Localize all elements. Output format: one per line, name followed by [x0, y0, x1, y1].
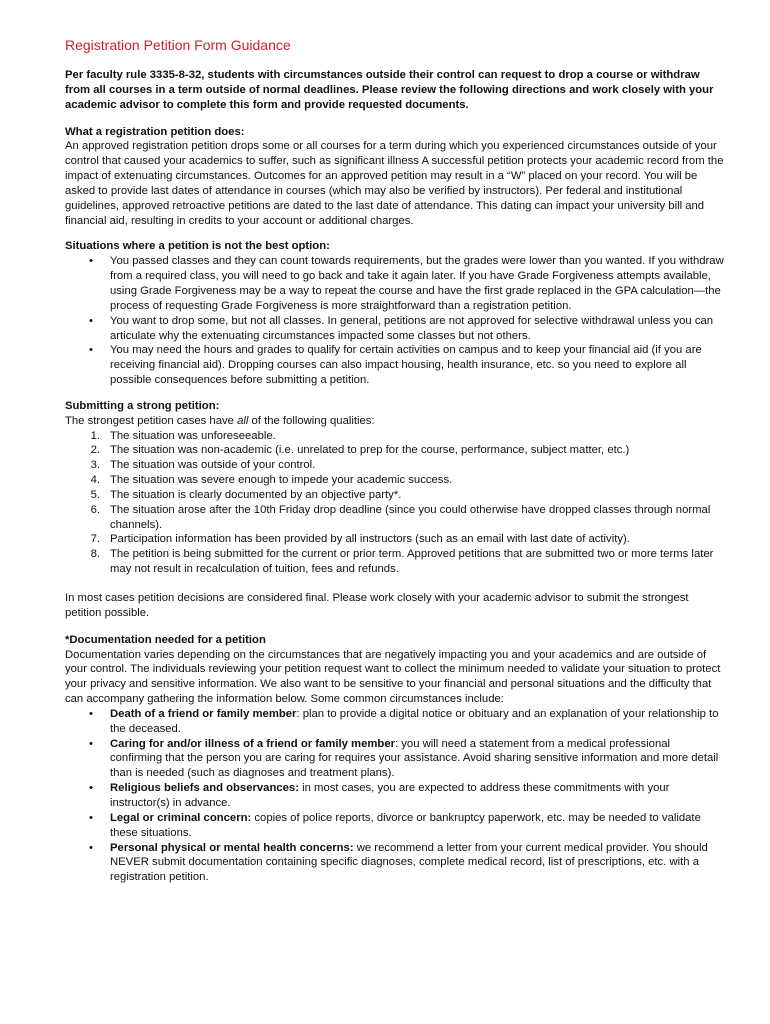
list-item [65, 254, 725, 313]
list-item [65, 781, 725, 811]
list-item [65, 737, 725, 782]
list-item-text: You want to drop some, but not all classes. In general, petitions are not approved for selective withdrawal unless you can articulate why the extenuating circumstances impacted some classes but not others. [110, 314, 714, 342]
section-body: Documentation varies depending on the circumstances that are negatively impacting you and your academics and are outside of your control. The individuals reviewing your petition request want to collect the minimum needed to validate your situation to protect your privacy and sensitive information. We also want to be sensitive to your financial and personal situations and the difficulty that can accompany gathering the information below. Some common circumstances include: [65, 648, 721, 706]
section-not-best-option [65, 239, 725, 387]
item-number: 1. [90, 429, 100, 442]
intro-paragraph: Per faculty rule 3335-8-32, students with circumstances outside their control can request to drop a course or withdraw from all courses in a term outside of normal deadlines. Please review the following directions and work closely with your academic advisor to complete this form and provide requested documents. [65, 69, 714, 111]
list-item-text: The situation is clearly documented by an objective party*. [110, 488, 402, 501]
item-number: 3. [90, 459, 100, 472]
bullet-list [65, 254, 725, 388]
page-title: Registration Petition Form Guidance [65, 37, 291, 53]
closing-paragraph: In most cases petition decisions are considered final. Please work closely with your academic advisor to submit the strongest petition possible. [65, 592, 689, 619]
bullet-list [65, 707, 725, 885]
item-number: 5. [90, 488, 100, 501]
section-heading: *Documentation needed for a petition [65, 633, 266, 646]
bullet-marker: • [89, 255, 93, 268]
list-item [65, 314, 725, 344]
list-item [65, 811, 725, 841]
list-item-text: copies of police reports, divorce or bankruptcy paperwork, etc. may be needed to validate these situations. [110, 811, 701, 839]
list-item [65, 429, 725, 444]
bullet-marker: • [89, 841, 93, 854]
list-item [65, 707, 725, 737]
item-number: 6. [90, 503, 100, 516]
item-term: Caring for and/or illness of a friend or family member [110, 737, 395, 750]
bullet-marker: • [89, 737, 93, 750]
list-item-text: : plan to provide a digital notice or obituary and an explanation of your relationship to the deceased. [110, 707, 719, 735]
bullet-marker: • [89, 707, 93, 720]
list-item [65, 503, 725, 533]
document-page [65, 36, 725, 896]
list-item-text: The situation was severe enough to impede your academic success. [110, 474, 453, 487]
item-number: 2. [90, 444, 100, 457]
bullet-marker: • [89, 314, 93, 327]
list-item-text: Participation information has been provided by all instructors (such as an email with last date of activity). [110, 533, 630, 546]
list-item-text: in most cases, you are expected to address these commitments with your instructor(s) in advance. [110, 782, 670, 809]
list-item-text: The situation was outside of your control. [110, 459, 316, 472]
numbered-list [65, 429, 725, 577]
item-term: Legal or criminal concern: [110, 811, 252, 824]
section-strong-petition [65, 399, 725, 577]
bullet-marker: • [89, 344, 93, 357]
list-item-text: we recommend a letter from your current medical provider. You should NEVER submit documentation containing specific diagnoses, complete medical record, list of prescriptions, etc. with a registration petition. [110, 841, 708, 884]
list-item [65, 343, 725, 388]
item-number: 7. [90, 533, 100, 546]
section-heading: What a registration petition does: [65, 125, 245, 138]
section-body: An approved registration petition drops some or all courses for a term during which you experienced circumstances outside of your control that caused your academics to suffer, such as significant illness A successful petition protects your academic record from the impact of extenuating circumstances. Outcomes for an approved petition may result in a “W” placed on your record. You will be asked to provide last dates of attendance in courses (which may also be verified by instructors). Per federal and institutional guidelines, approved retroactive petitions are dated to the last date of attendance. This dating can impact your university bill and financial aid, resulting in credits to your account or additional charges. [65, 140, 724, 227]
list-item-text: You passed classes and they can count towards requirements, but the grades were lower than you wanted. If you withdraw from a required class, you will need to go back and take it again later. If you have Grade Forgiveness attempts available, using Grade Forgiveness may be a way to repeat the course and have the first grade replaced in the GPA calculation—the process of requesting Grade Forgiveness is more straightforward than a registration petition. [110, 255, 724, 312]
item-term: Personal physical or mental health concerns: [110, 841, 354, 854]
bullet-marker: • [89, 811, 93, 824]
list-item-text: The situation was unforeseeable. [110, 429, 276, 442]
list-item [65, 443, 725, 458]
item-term: Death of a friend or family member [110, 707, 297, 720]
list-item-text: The situation was non-academic (i.e. unrelated to prep for the course, performance, subject matter, etc.) [110, 444, 630, 457]
item-number: 4. [90, 474, 100, 487]
section-closing-note [65, 591, 725, 621]
section-heading: Situations where a petition is not the best option: [65, 240, 330, 253]
item-term: Religious beliefs and observances: [110, 782, 299, 795]
section-what-petition-does [65, 125, 725, 229]
list-item-text: You may need the hours and grades to qualify for certain activities on campus and to keep your financial aid (if you are receiving financial aid). Dropping courses can also impact housing, health insurance, etc. so you need to explore all possible consequences before submitting a petition. [110, 344, 702, 387]
lead-text-after: of the following qualities: [248, 414, 375, 427]
list-item-text: The situation arose after the 10th Friday drop deadline (since you could otherwise have dropped classes through normal channels). [110, 503, 711, 531]
list-item [65, 488, 725, 503]
list-item [65, 532, 725, 547]
lead-emphasis: all [237, 414, 249, 427]
list-item [65, 473, 725, 488]
list-item [65, 547, 725, 577]
lead-text-before: The strongest petition cases have [65, 414, 238, 427]
section-documentation [65, 633, 725, 885]
bullet-marker: • [89, 782, 93, 795]
section-heading: Submitting a strong petition: [65, 399, 220, 412]
list-item-text: The petition is being submitted for the current or prior term. Approved petitions that are submitted two or more terms later may not result in recalculation of tuition, fees and refunds. [110, 548, 714, 576]
list-item-text: : you will need a statement from a medical professional confirming that the person you are caring for requires your assistance. Avoid sharing sensitive information and more detail than is needed (such as diagnoses and treatment plans). [110, 737, 719, 780]
section-lead [65, 414, 725, 429]
list-item [65, 841, 725, 886]
item-number: 8. [90, 548, 100, 561]
list-item [65, 458, 725, 473]
